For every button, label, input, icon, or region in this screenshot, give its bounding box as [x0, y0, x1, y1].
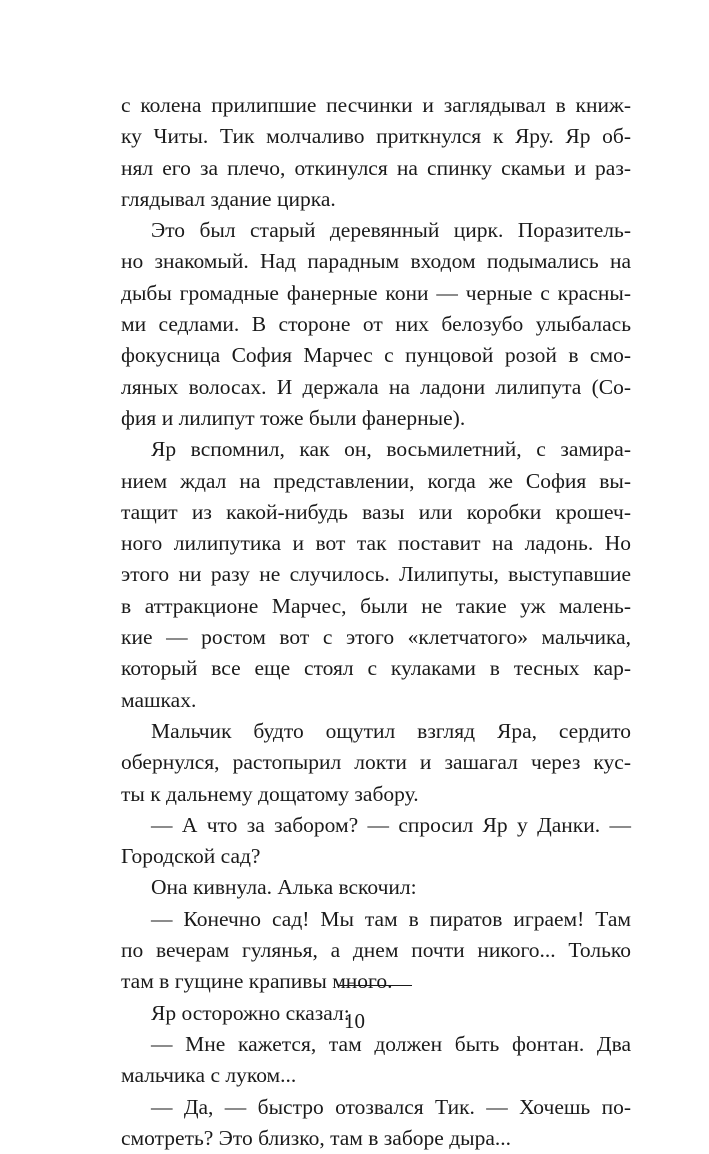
text-line: тащит из какой-нибудь вазы или коробки крошеч- [121, 499, 631, 524]
text-line: Мальчик будто ощутил взгляд Яра, сердито [151, 718, 631, 743]
text-line: — Конечно сад! Мы там в пиратов играем! Там [151, 906, 631, 931]
text-line: мальчика с луком... [121, 1063, 297, 1088]
text-line: этого ни разу не случилось. Лилипуты, выступавшие [121, 562, 631, 587]
text-line: нием ждал на представлении, когда же София вы- [121, 468, 631, 493]
text-line: Городской сад? [121, 844, 261, 869]
text-line: дыбы громадные фанерные кони — черные с красны- [121, 280, 631, 305]
body-text [121, 90, 631, 1154]
text-line: там в гущине крапивы много. [121, 969, 393, 994]
text-line: — Да, — быстро отозвался Тик. — Хочешь по- [151, 1094, 631, 1119]
text-line: кие — ростом вот с этого «клетчатого» мальчика, [121, 625, 631, 650]
text-line: ляных волосах. И держала на ладони лилипута (Со- [121, 374, 631, 399]
text-line: нял его за плечо, откинулся на спинку скамьи и раз- [121, 155, 631, 180]
text-line: ми седлами. В стороне от них белозубо улыбалась [121, 312, 631, 337]
text-line: Яр осторожно сказал: [151, 1000, 350, 1025]
text-line: по вечерам гулянья, а днем почти никого... Только [121, 938, 631, 963]
text-line: фия и лилипут тоже были фанерные). [121, 405, 466, 430]
text-line: Она кивнула. Алька вскочил: [151, 875, 417, 900]
text-line: ты к дальнему дощатому забору. [121, 781, 419, 806]
footer-rule [339, 985, 412, 986]
page-number: 10 [344, 1009, 365, 1033]
text-line: в аттракционе Марчес, были не такие уж малень- [121, 593, 631, 618]
text-line: который все еще стоял с кулаками в тесных кар- [121, 656, 631, 681]
text-line: Яр вспомнил, как он, восьмилетний, с замира- [151, 437, 631, 462]
text-line: ку Читы. Тик молчаливо приткнулся к Яру. Яр об- [121, 124, 631, 149]
text-line: Это был старый деревянный цирк. Поразитель- [151, 218, 631, 243]
text-line: фокусница София Марчес с пунцовой розой в смо- [121, 343, 631, 368]
text-line: с колена прилипшие песчинки и заглядывал в книж- [121, 93, 631, 117]
text-line: но знакомый. Над парадным входом подымались на [121, 249, 631, 274]
text-line: машках. [121, 687, 197, 712]
text-line: — Мне кажется, там должен быть фонтан. Два [151, 1031, 631, 1056]
text-line: обернулся, растопырил локти и зашагал через кус- [121, 750, 631, 775]
text-line: — А что за забором? — спросил Яр у Данки. — [151, 812, 631, 837]
text-line: ного лилипутика и вот так поставит на ладонь. Но [121, 531, 631, 556]
text-line: смотреть? Это близко, там в заборе дыра... [121, 1125, 512, 1150]
text-line: глядывал здание цирка. [121, 186, 336, 211]
